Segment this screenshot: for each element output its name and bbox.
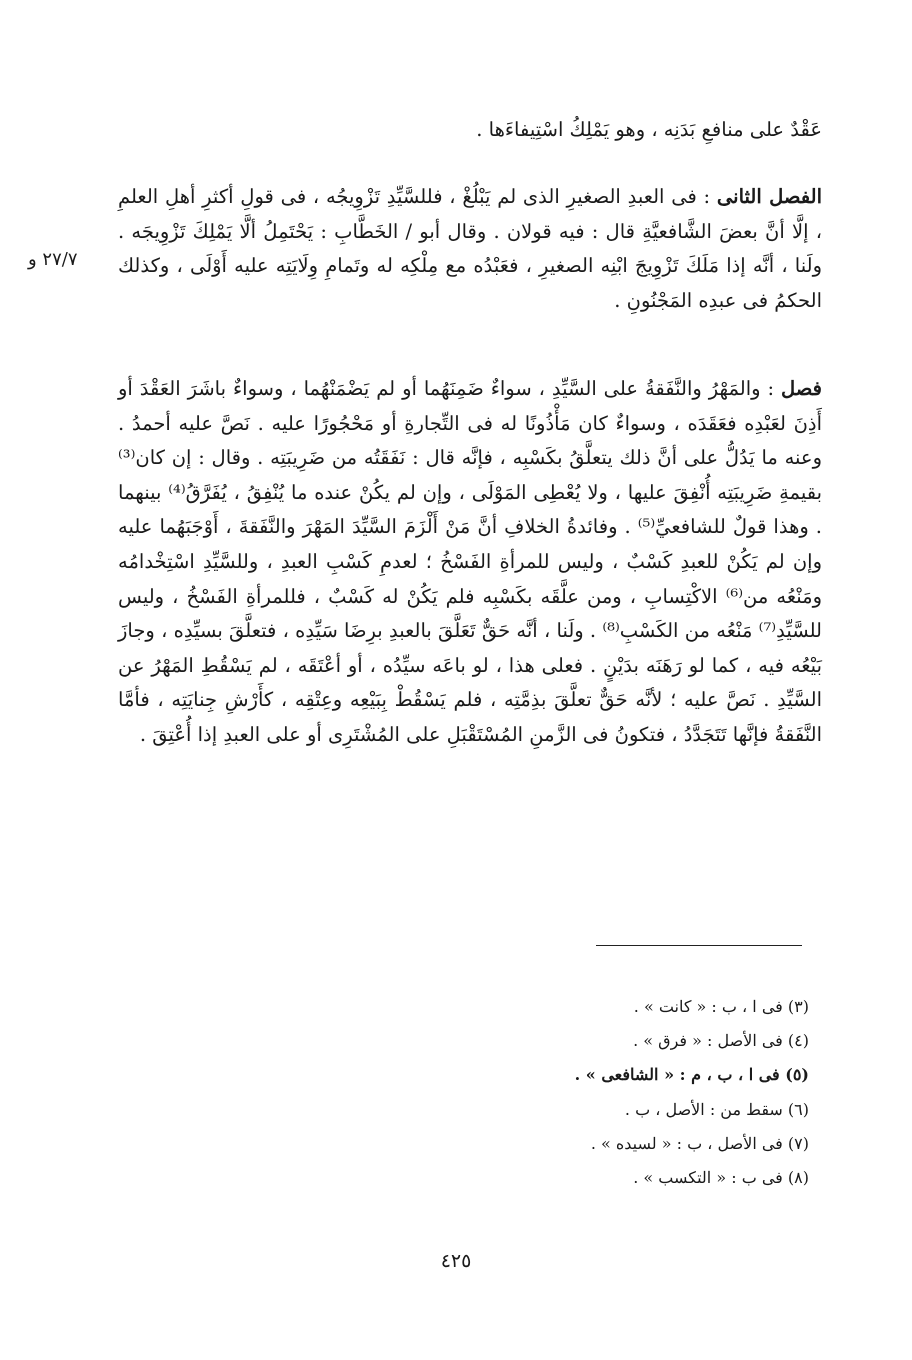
paragraph-continuation <box>118 113 822 148</box>
footnotes <box>309 990 809 1195</box>
footnote: (٨) فى ب : « التكسب » . <box>633 1168 809 1188</box>
paragraph-text: : والمَهْرُ والنَّفَقةُ على السَّيِّدِ ، سواءٌ ضَمِنَهُما أو لم يَضْمَنْهُما ، وسواءٌ باشَرَ العَقْدَ أو أَذِنَ لعَبْدِه فعَقَدَه ، وسواءٌ كان مَأْذُونًا له فى التِّجارةِ أو مَحْجُورًا عليه . نَصَّ عليه أحمدُ . وعنه ما يَدُلُّ على أنَّ ذلك يتعلَّقُ بكَسْبِه ، فإنَّه قال : نَفَقَتُه من ضَرِيبَتِه . وقال : إن كان⁽³⁾ بقيمةِ ضَرِيبَتِه أُنْفِقَ عليها ، ولا يُعْطِى المَوْلَى ، وإن لم يكُنْ عنده ما يُنْفِقُ ، يُفَرَّقُ⁽⁴⁾ بينهما . وهذا قولٌ للشافعيِّ⁽⁵⁾ . وفائدةُ الخلافِ أنَّ مَنْ أَلْزَمَ السَّيِّدَ المَهْرَ والنَّفَقةَ ، أَوْجَبَهُما عليه وإن لم يَكُنْ للعبدِ كَسْبٌ ، وليس للمرأةِ الفَسْخُ ؛ لعدمِ كَسْبِ العبدِ ، وللسَّيِّدِ اسْتِخْدامُه ومَنْعُه من⁽⁶⁾ الاكْتِسابِ ، ومن علَّقَه بكَسْبِه فلم يَكُنْ له كَسْبٌ ، فللمرأةِ الفَسْخُ ، وليس للسَّيِّدِ⁽⁷⁾ مَنْعُه من الكَسْبِ⁽⁸⁾ . ولَنا ، أنَّه حَقٌّ تَعَلَّقَ بالعبدِ برِضَا سَيِّدِه ، فتعلَّقَ بسيِّدِه ، وجازَ بَيْعُه فيه ، كما لو رَهَنَه بدَيْنٍ . فعلى هذا ، لو باعَه سيِّدُه ، أو أعْتَقَه ، لم يَسْقُطِ المَهْرُ عن السَّيِّدِ . نَصَّ عليه ؛ لأنَّه حَقٌّ تعلَّقَ بذِمَّتِه ، فلم يَسْقُطْ بِبَيْعِه وعِتْقِه ، كأَرْشِ جِنايَتِه ، فأمَّا النَّفَقةُ فإنَّها تَتَجَدَّدُ ، فتكونُ فى الزَّمنِ المُسْتَقْبَلِ على المُشْتَرِى أو على العبدِ إذا أُعْتِقَ . <box>118 377 823 746</box>
section-heading: الفصل الثانى <box>716 185 823 208</box>
footnote-separator <box>596 945 802 946</box>
footnote: (٥) فى ا ، ب ، م : « الشافعى » . <box>574 1065 809 1085</box>
paragraph-text: : فى العبدِ الصغيرِ الذى لم يَبْلُغْ ، فللسَّيِّدِ تَزْوِيجُه ، فى قولِ أكثرِ أهلِ العلمِ ، إلَّا أنَّ بعضَ الشَّافعيَّةِ قال : فيه قولان . وقال أبو / الخَطَّابِ : يَحْتَمِلُ ألَّا يَمْلِكَ تَزْوِيجَه . ولَنا ، أنَّه إذا مَلَكَ تَزْوِيجَ ابْنِه الصغيرِ ، فعَبْدُه مع مِلْكِه له وتَمامِ وِلَايَتِه عليه أَوْلَى ، وكذلك الحكمُ فى عبدِه المَجْنُونِ . <box>118 185 822 312</box>
section-second-chapter <box>118 180 822 318</box>
page-number: ٤٢٥ <box>440 1250 472 1272</box>
footnote: (٤) فى الأصل : « فرق » . <box>633 1031 809 1051</box>
margin-folio-note: ٢٧/٧ و <box>28 249 78 270</box>
paragraph-text: عَقْدٌ على منافعِ بَدَنِه ، وهو يَمْلِكُ اسْتِيفاءَها . <box>476 118 822 141</box>
footnote: (٧) فى الأصل ، ب : « لسيده » . <box>590 1133 809 1153</box>
section-fasl <box>118 372 822 753</box>
section-heading: فصل <box>781 377 822 400</box>
footnote: (٣) فى ا ، ب : « كانت » . <box>633 997 809 1016</box>
footnote: (٦) سقط من : الأصل ، ب . <box>624 1099 809 1119</box>
